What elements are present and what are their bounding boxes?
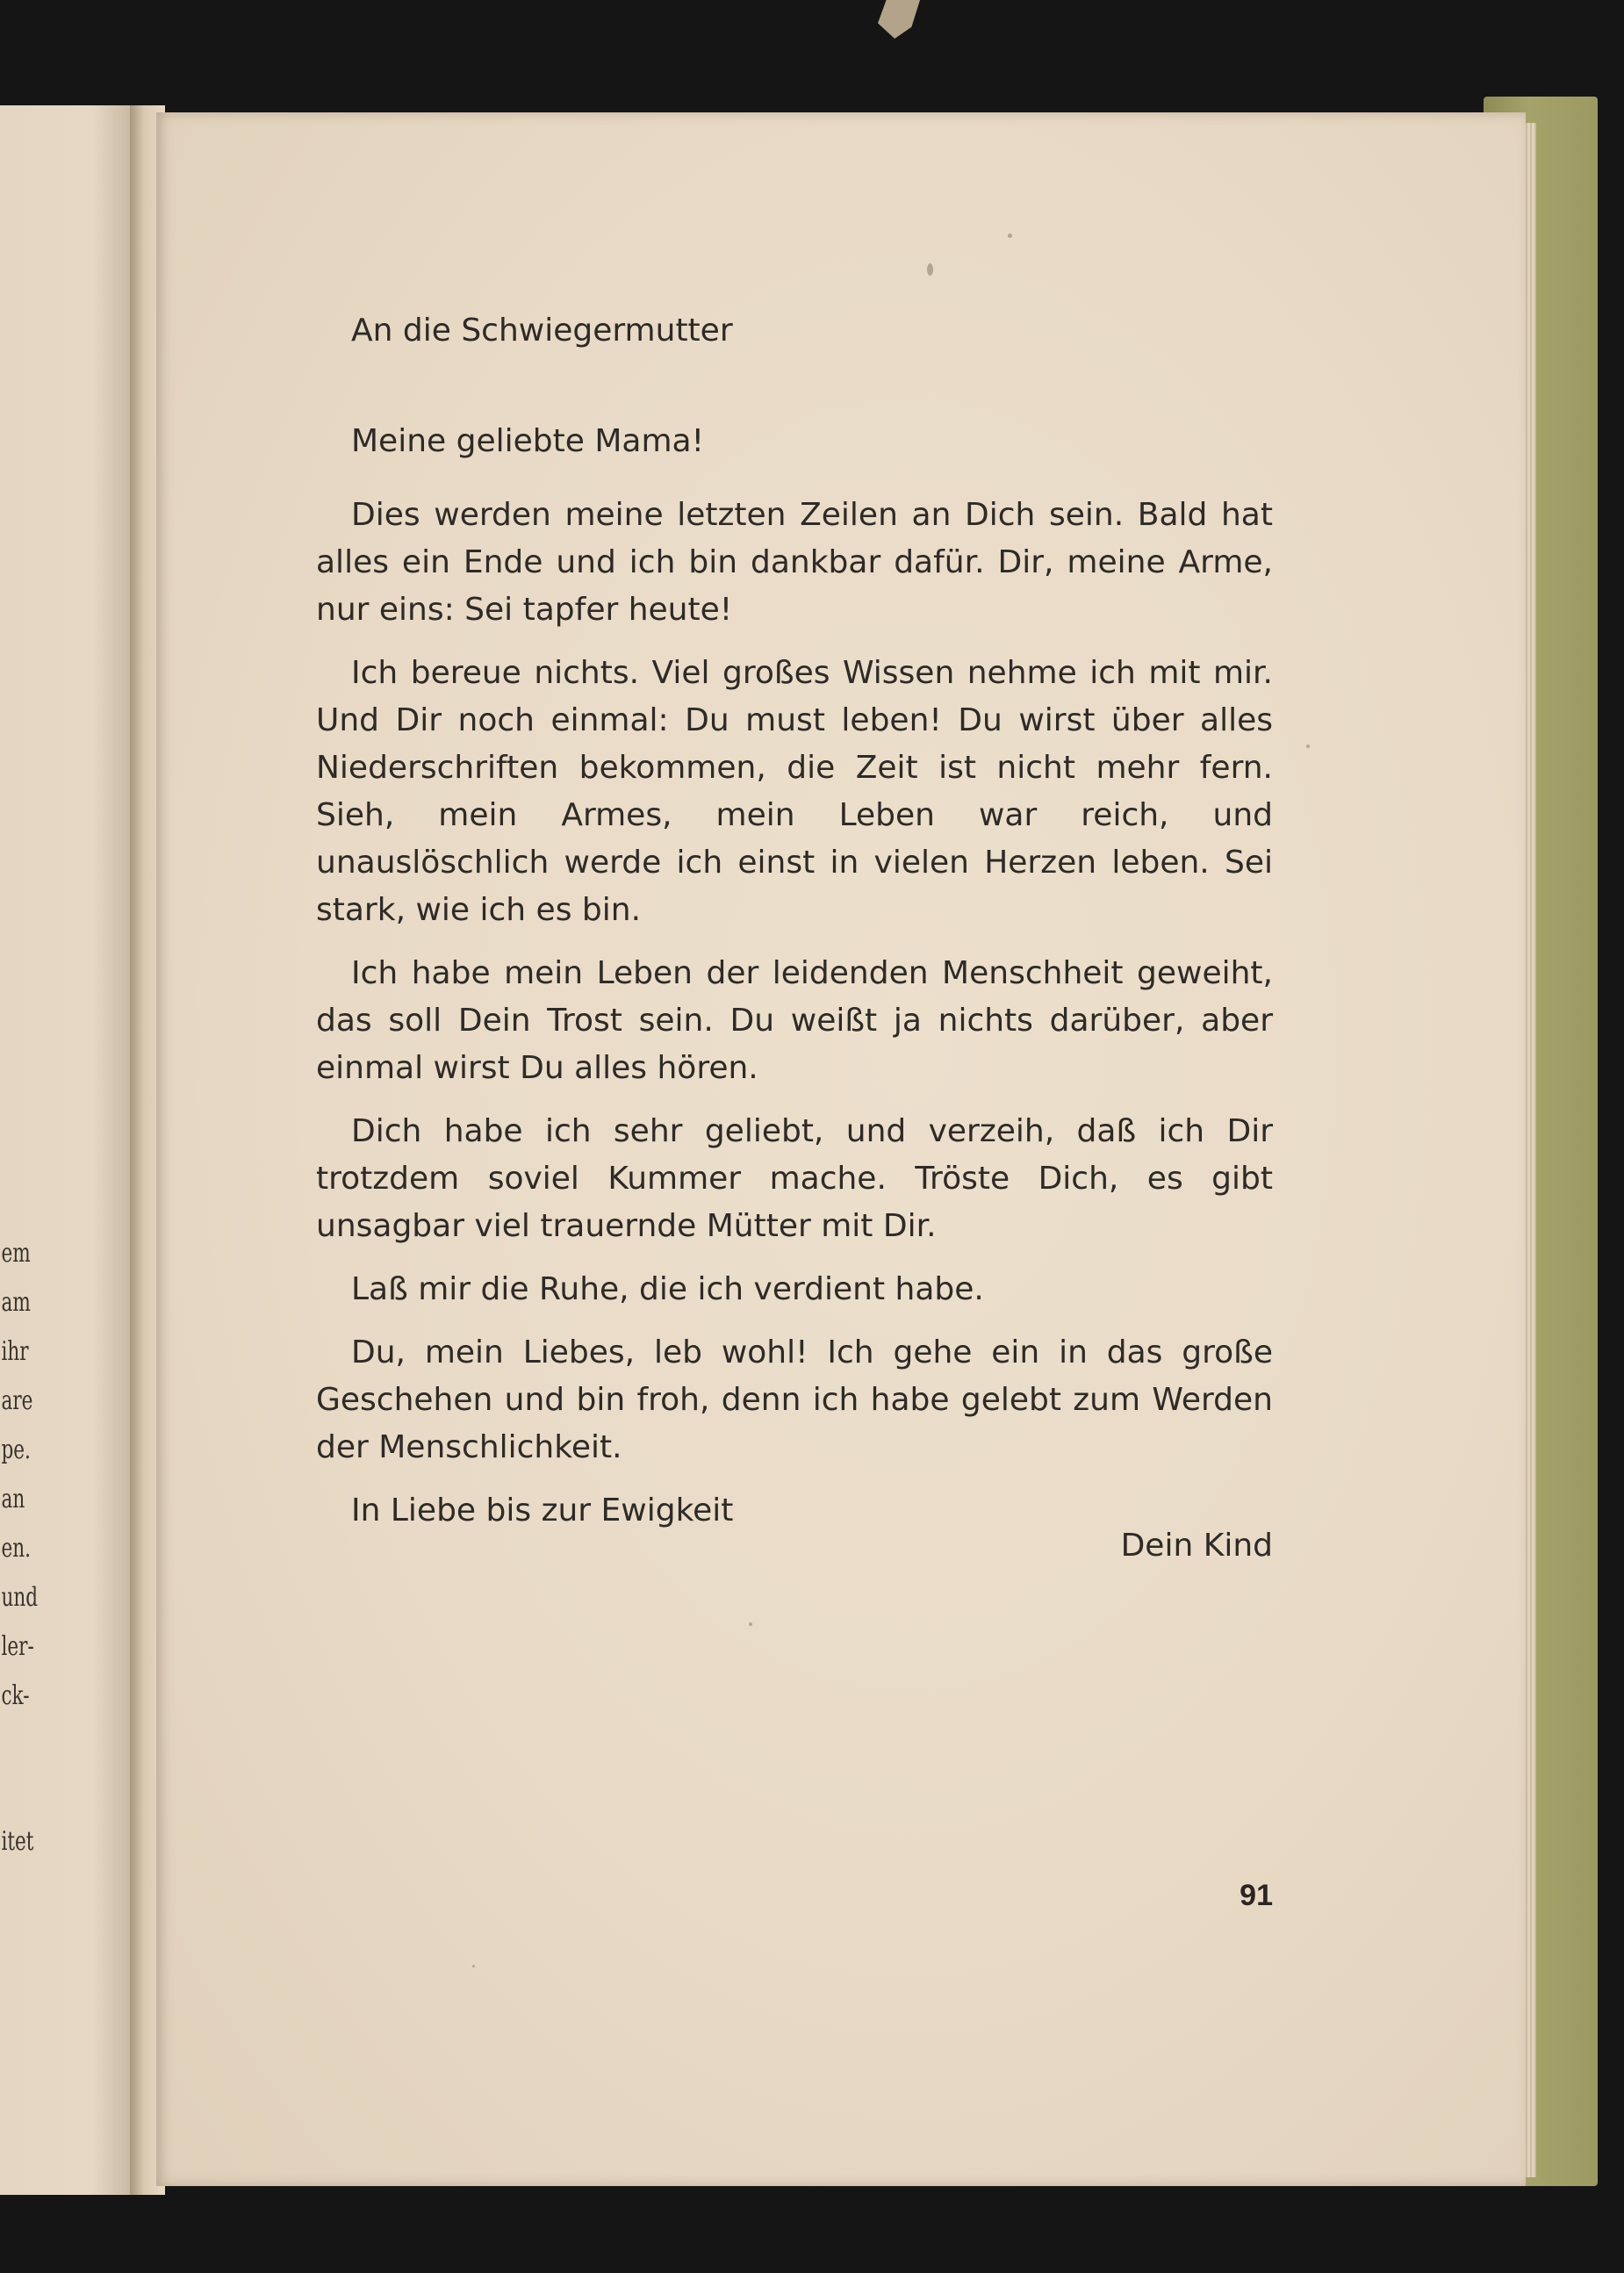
left-fragment: ck- <box>1 1680 30 1711</box>
speck <box>749 1622 752 1626</box>
letter-salutation: Meine geliebte Mama! <box>351 423 705 459</box>
left-page-text-fragments <box>0 1229 132 1867</box>
paper-scrap <box>878 0 920 39</box>
left-fragment: und <box>1 1582 39 1613</box>
left-fragment: ler- <box>1 1631 34 1662</box>
left-fragment: em <box>1 1238 31 1269</box>
letter-closing: In Liebe bis zur Ewigkeit <box>351 1493 734 1529</box>
letter-paragraph: Laß mir die Ruhe, die ich verdient habe. <box>351 1271 984 1307</box>
letter-paragraph: Ich bereue nichts. Viel großes Wissen nehme ich mit mir. Und Dir noch einmal: Du must leben! Du wirst über alles Niederschriften bekommen, die Zeit ist nicht mehr fern. Sieh, mein Armes, mein Leben war reich, und unauslöschlich werde ich einst in vielen Herzen leben. Sei stark, wie ich es bin. <box>316 655 1273 928</box>
speck <box>1306 744 1310 748</box>
page-number: 91 <box>1240 1879 1273 1912</box>
left-fragment: are <box>1 1385 33 1416</box>
letter-body <box>316 307 1273 1570</box>
letter-paragraph: Ich habe mein Leben der leidenden Menschheit geweiht, das soll Dein Trost sein. Du weißt ja nichts darüber, aber einmal wirst Du alles hören. <box>316 955 1273 1086</box>
letter-heading: An die Schwiegermutter <box>351 313 733 349</box>
speck <box>927 263 933 276</box>
letter-paragraph: Dich habe ich sehr geliebt, und verzeih, daß ich Dir trotzdem soviel Kummer mache. Tröste Dich, es gibt unsagbar viel trauernde Mütter mit Dir. <box>316 1113 1273 1244</box>
left-fragment: ihr <box>1 1336 29 1367</box>
letter-signature: Dein Kind <box>1120 1528 1273 1564</box>
right-page <box>156 112 1526 2186</box>
left-fragment: itet <box>1 1826 34 1857</box>
letter-paragraph: Du, mein Liebes, leb wohl! Ich gehe ein in das große Geschehen und bin froh, denn ich habe gelebt zum Werden der Menschlichkeit. <box>316 1334 1273 1465</box>
left-page <box>0 105 132 2195</box>
speck <box>472 1965 475 1967</box>
letter-paragraph: Dies werden meine letzten Zeilen an Dich sein. Bald hat alles ein Ende und ich bin dankbar dafür. Dir, meine Arme, nur eins: Sei tapfer heute! <box>316 497 1273 628</box>
left-fragment: an <box>1 1484 25 1514</box>
speck <box>1008 234 1012 238</box>
left-fragment: am <box>1 1287 31 1318</box>
left-fragment: pe. <box>1 1435 31 1465</box>
left-fragment: en. <box>1 1533 32 1564</box>
